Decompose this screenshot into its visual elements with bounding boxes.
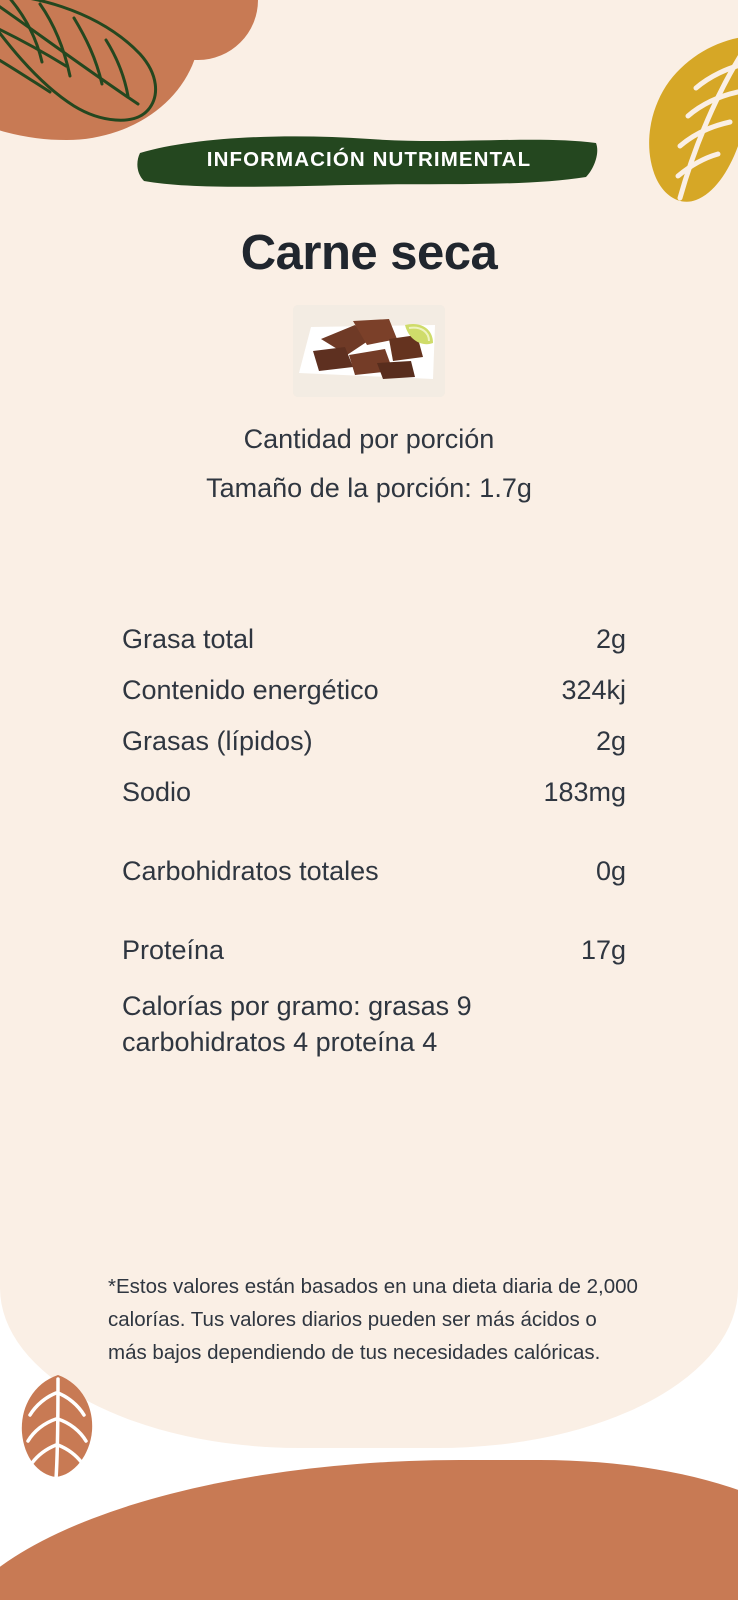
nutrition-label: Grasas (lípidos) (122, 726, 313, 756)
serving-size-label: Tamaño de la porción: 1.7g (206, 473, 532, 503)
nutrition-value: 17g (580, 935, 626, 965)
nutrition-row (122, 937, 626, 964)
nutrition-facts-list (122, 626, 626, 1061)
group-divider (122, 909, 626, 937)
banner-title: INFORMACIÓN NUTRIMENTAL (206, 148, 532, 171)
nutrition-row (122, 677, 626, 704)
nutrition-label: Carbohidratos totales (122, 856, 379, 886)
monstera-leaf-icon (0, 0, 188, 137)
serving-amount-label: Cantidad por porción (243, 424, 495, 454)
product-photo (293, 305, 445, 397)
nutrition-value: 2g (595, 726, 626, 756)
nutrition-value: 0g (595, 856, 626, 886)
calories-per-gram-note (122, 988, 626, 1061)
calories-note-line-1: Calorías por gramo: grasas 9 (122, 991, 472, 1021)
group-divider (122, 830, 626, 858)
monstera-leaf-gold-icon (624, 30, 738, 215)
nutrition-row (122, 779, 626, 806)
nutrition-label: Grasa total (122, 624, 255, 654)
nutrition-row (122, 626, 626, 653)
nutrition-row (122, 728, 626, 755)
nutrition-row (122, 858, 626, 885)
nutrition-value: 324kj (561, 675, 626, 705)
nutrition-value: 2g (595, 624, 626, 654)
footnote-text: *Estos valores están basados en una dieta diaria de 2,000 calorías. Tus valores diarios pueden ser más ácidos o más bajos dependiendo de tus necesidades calóricas. (108, 1275, 638, 1365)
nutrition-label: Proteína (122, 935, 225, 965)
bottom-terracotta-sweep (0, 1460, 738, 1600)
calories-note-line-2: carbohidratos 4 proteína 4 (122, 1027, 438, 1058)
monstera-leaf-terracotta-icon (12, 1373, 104, 1488)
page-title: Carne seca (240, 226, 498, 280)
nutrition-label: Sodio (122, 777, 192, 807)
header-banner (134, 131, 604, 193)
nutrition-label: Contenido energético (122, 675, 379, 705)
nutrition-value: 183mg (543, 777, 626, 807)
